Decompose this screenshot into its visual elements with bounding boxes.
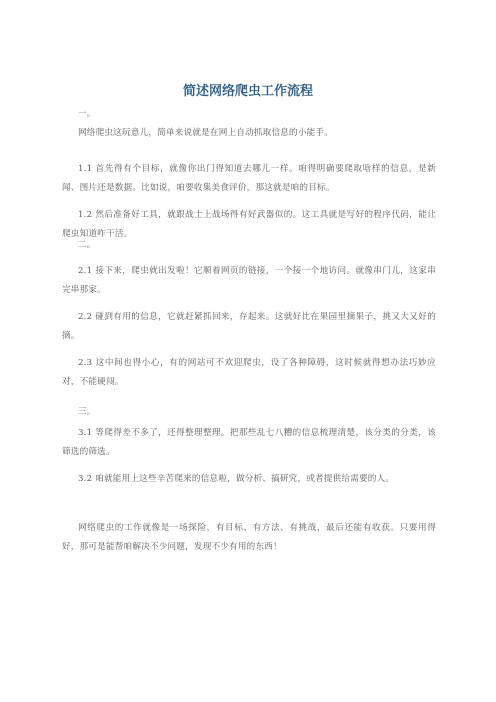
paragraph-2-1: 2.1 接下来，爬虫就出发啦！它顺着网页的链接，一个接一个地访问。就像串门儿，这家串完串那家。 [62,266,436,295]
paragraph-1-2: 1.2 然后准备好工具，就跟战士上战场得有好武器似的。这工具就是写好的程序代码，能让爬虫知道咋干活。 [62,210,436,239]
paragraph-conclusion: 网络爬虫的工作就像是一场探险，有目标、有方法、有挑战，最后还能有收获。只要用得好，那可是能帮咱解决不少问题，发现不少有用的东西！ [62,523,436,552]
paragraph-intro: 网络爬虫这玩意儿，简单来说就是在网上自动抓取信息的小能手。 [78,128,334,138]
section-heading-2: 二。 [78,240,96,250]
section-heading-3: 三。 [78,407,96,417]
paragraph-3-2: 3.2 咱就能用上这些辛苦爬来的信息啦，做分析、搞研究，或者提供给需要的人。 [78,474,395,484]
document-title: 简述网络爬虫工作流程 [182,84,313,99]
paragraph-1-1: 1.1 首先得有个目标，就像你出门得知道去哪儿一样。咱得明确要爬取啥样的信息，是新闻、图片还是数据。比如说，咱要收集美食评价，那这就是咱的目标。 [62,164,436,193]
paragraph-3-1: 3.1 等爬得差不多了，还得整理整理。把那些乱七八糟的信息梳理清楚，该分类的分类，该筛选的筛选。 [62,428,436,457]
section-heading-1: 一。 [78,109,96,119]
paragraph-2-3: 2.3 这中间也得小心，有的网站可不欢迎爬虫，设了各种障碍，这时候就得想办法巧妙应对，不能硬闯。 [62,358,436,387]
paragraph-2-2: 2.2 碰到有用的信息，它就赶紧抓回来，存起来。这就好比在果园里摘果子，挑又大又好的摘。 [62,312,436,341]
